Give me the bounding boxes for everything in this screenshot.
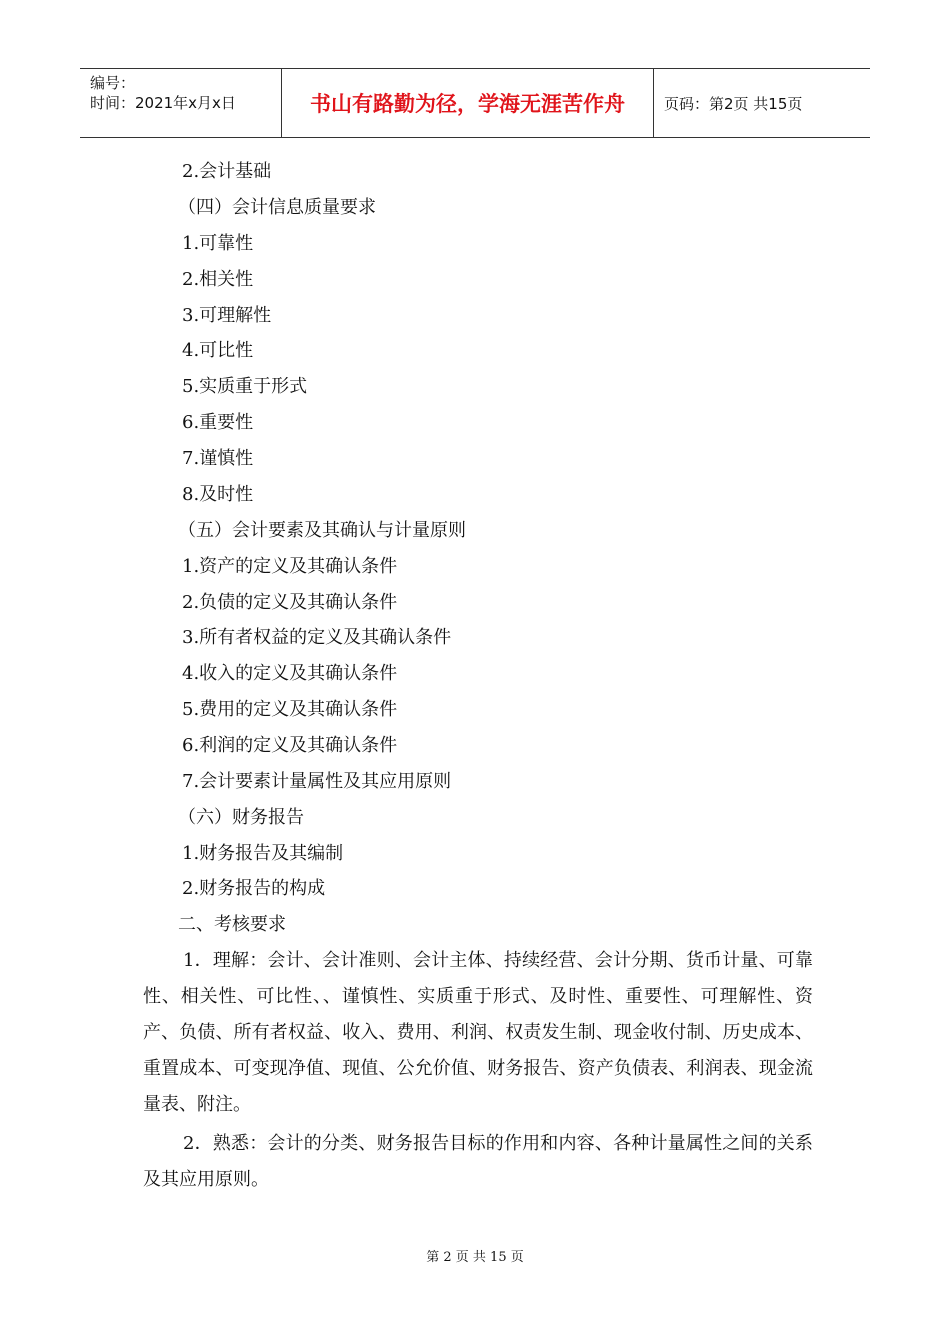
outline-line: 6.利润的定义及其确认条件 xyxy=(182,735,398,756)
outline-line: 5.实质重于形式 xyxy=(182,376,308,397)
outline-line: 3.可理解性 xyxy=(182,305,272,326)
page-header xyxy=(80,68,870,138)
outline-line: 4.可比性 xyxy=(182,340,254,361)
outline-line: 2.相关性 xyxy=(182,269,254,290)
paragraph-understand xyxy=(143,943,813,1123)
outline-line: 4.收入的定义及其确认条件 xyxy=(182,663,398,684)
section-heading: （四）会计信息质量要求 xyxy=(178,197,376,218)
section-heading: （六）财务报告 xyxy=(178,807,304,828)
document-number-label: 编号： xyxy=(90,74,136,92)
outline-line: 1.财务报告及其编制 xyxy=(182,843,344,864)
header-page-info: 页码：第2页 共15页 xyxy=(664,94,803,113)
outline-line: 3.所有者权益的定义及其确认条件 xyxy=(182,627,452,648)
section-heading: （五）会计要素及其确认与计量原则 xyxy=(178,520,466,541)
outline-line: 5.费用的定义及其确认条件 xyxy=(182,699,398,720)
paragraph-text: 1．理解：会计、会计准则、会计主体、持续经营、会计分期、货币计量、可靠性、相关性、可比性、、谨慎性、实质重于形式、及时性、重要性、可理解性、资产、负债、所有者权益、收入、费用、利润、权责发生制、现金收付制、历史成本、重置成本、可变现净值、现值、公允价值、财务报告、资产负债表、利润表、现金流量表、附注。 xyxy=(143,950,813,1115)
outline-line: 6.重要性 xyxy=(182,412,254,433)
header-motto: 书山有路勤为径，学海无涯苦作舟 xyxy=(281,69,654,137)
outline-line: 1.可靠性 xyxy=(182,233,254,254)
paragraph-familiar xyxy=(143,1126,813,1198)
outline-line: 7.会计要素计量属性及其应用原则 xyxy=(182,771,452,792)
outline-line: 1.资产的定义及其确认条件 xyxy=(182,556,398,577)
outline-line: 7.谨慎性 xyxy=(182,448,254,469)
document-time-label: 时间：2021年x月x日 xyxy=(90,94,236,112)
outline-line: 2.会计基础 xyxy=(182,161,272,182)
paragraph-text: 2．熟悉：会计的分类、财务报告目标的作用和内容、各种计量属性之间的关系及其应用原则。 xyxy=(143,1133,813,1190)
outline-line: 2.负债的定义及其确认条件 xyxy=(182,592,398,613)
section-heading: 二、考核要求 xyxy=(178,914,286,935)
outline-line: 8.及时性 xyxy=(182,484,254,505)
page-footer: 第 2 页 共 15 页 xyxy=(426,1250,524,1265)
header-meta xyxy=(80,69,281,137)
outline-line: 2.财务报告的构成 xyxy=(182,878,326,899)
